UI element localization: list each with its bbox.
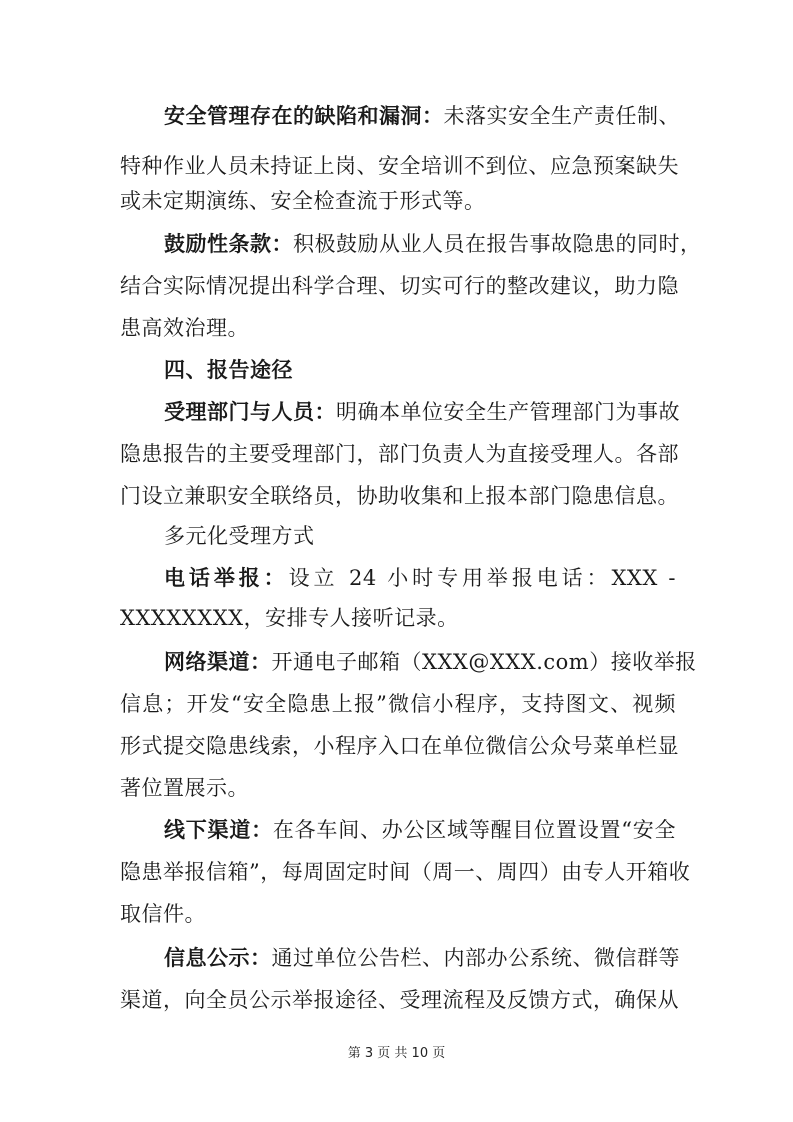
paragraph-line: 隐患举报信箱”，每周固定时间（周一、周四）由专人开箱收 — [120, 860, 691, 884]
page-number: 第 3 页 共 10 页 — [347, 1046, 446, 1061]
paragraph-line: 取信件。 — [120, 902, 206, 926]
paragraph-heading: 信息公示： — [164, 946, 272, 970]
paragraph-heading: 网络渠道： — [164, 650, 272, 674]
paragraph-line: 信息；开发“安全隐患上报”微信小程序，支持图文、视频 — [120, 692, 676, 716]
paragraph-line: 多元化受理方式 — [164, 524, 315, 548]
paragraph-heading: 受理部门与人员： — [164, 400, 336, 424]
paragraph-line: 著位置展示。 — [120, 776, 249, 800]
paragraph-line: 患高效治理。 — [120, 316, 249, 340]
section-title: 四、报告途径 — [164, 358, 293, 382]
paragraph-heading: 线下渠道： — [164, 818, 273, 842]
paragraph-text: 设立 24 小时专用举报电话：XXX - — [288, 566, 677, 590]
paragraph-text: 积极鼓励从业人员在报告事故隐患的同时， — [293, 232, 702, 256]
paragraph-line — [164, 816, 676, 844]
paragraph-heading: 鼓励性条款： — [164, 232, 293, 256]
paragraph-line: 结合实际情况提出科学合理、切实可行的整改建议，助力隐 — [120, 274, 679, 298]
paragraph-line — [164, 398, 680, 426]
paragraph-text: 未落实安全生产责任制、 — [443, 104, 680, 128]
paragraph-text: 在各车间、办公区域等醒目位置设置“安全 — [272, 818, 677, 842]
paragraph-heading: 电话举报： — [164, 566, 289, 590]
paragraph-line — [164, 564, 676, 592]
paragraph-line: 隐患报告的主要受理部门，部门负责人为直接受理人。各部 — [120, 442, 679, 466]
paragraph-line: 形式提交隐患线索，小程序入口在单位微信公众号菜单栏显 — [120, 734, 679, 758]
paragraph-line — [164, 102, 680, 130]
paragraph-line — [164, 944, 680, 972]
paragraph-line: 特种作业人员未持证上岗、安全培训不到位、应急预案缺失 — [120, 154, 679, 178]
paragraph-line: 或未定期演练、安全检查流于形式等。 — [120, 189, 486, 213]
paragraph-line: 渠道，向全员公示举报途径、受理流程及反馈方式，确保从 — [120, 988, 679, 1012]
paragraph-text: 开通电子邮箱（XXX@XXX.com）接收举报 — [271, 650, 697, 674]
paragraph-heading: 安全管理存在的缺陷和漏洞： — [164, 104, 444, 128]
paragraph-text: 明确本单位安全生产管理部门为事故 — [336, 400, 680, 424]
paragraph-line: XXXXXXXX，安排专人接听记录。 — [120, 606, 459, 630]
paragraph-line: 门设立兼职安全联络员，协助收集和上报本部门隐患信息。 — [120, 484, 679, 508]
paragraph-line — [164, 648, 697, 676]
paragraph-text: 通过单位公告栏、内部办公系统、微信群等 — [271, 946, 680, 970]
paragraph-line — [164, 230, 702, 258]
